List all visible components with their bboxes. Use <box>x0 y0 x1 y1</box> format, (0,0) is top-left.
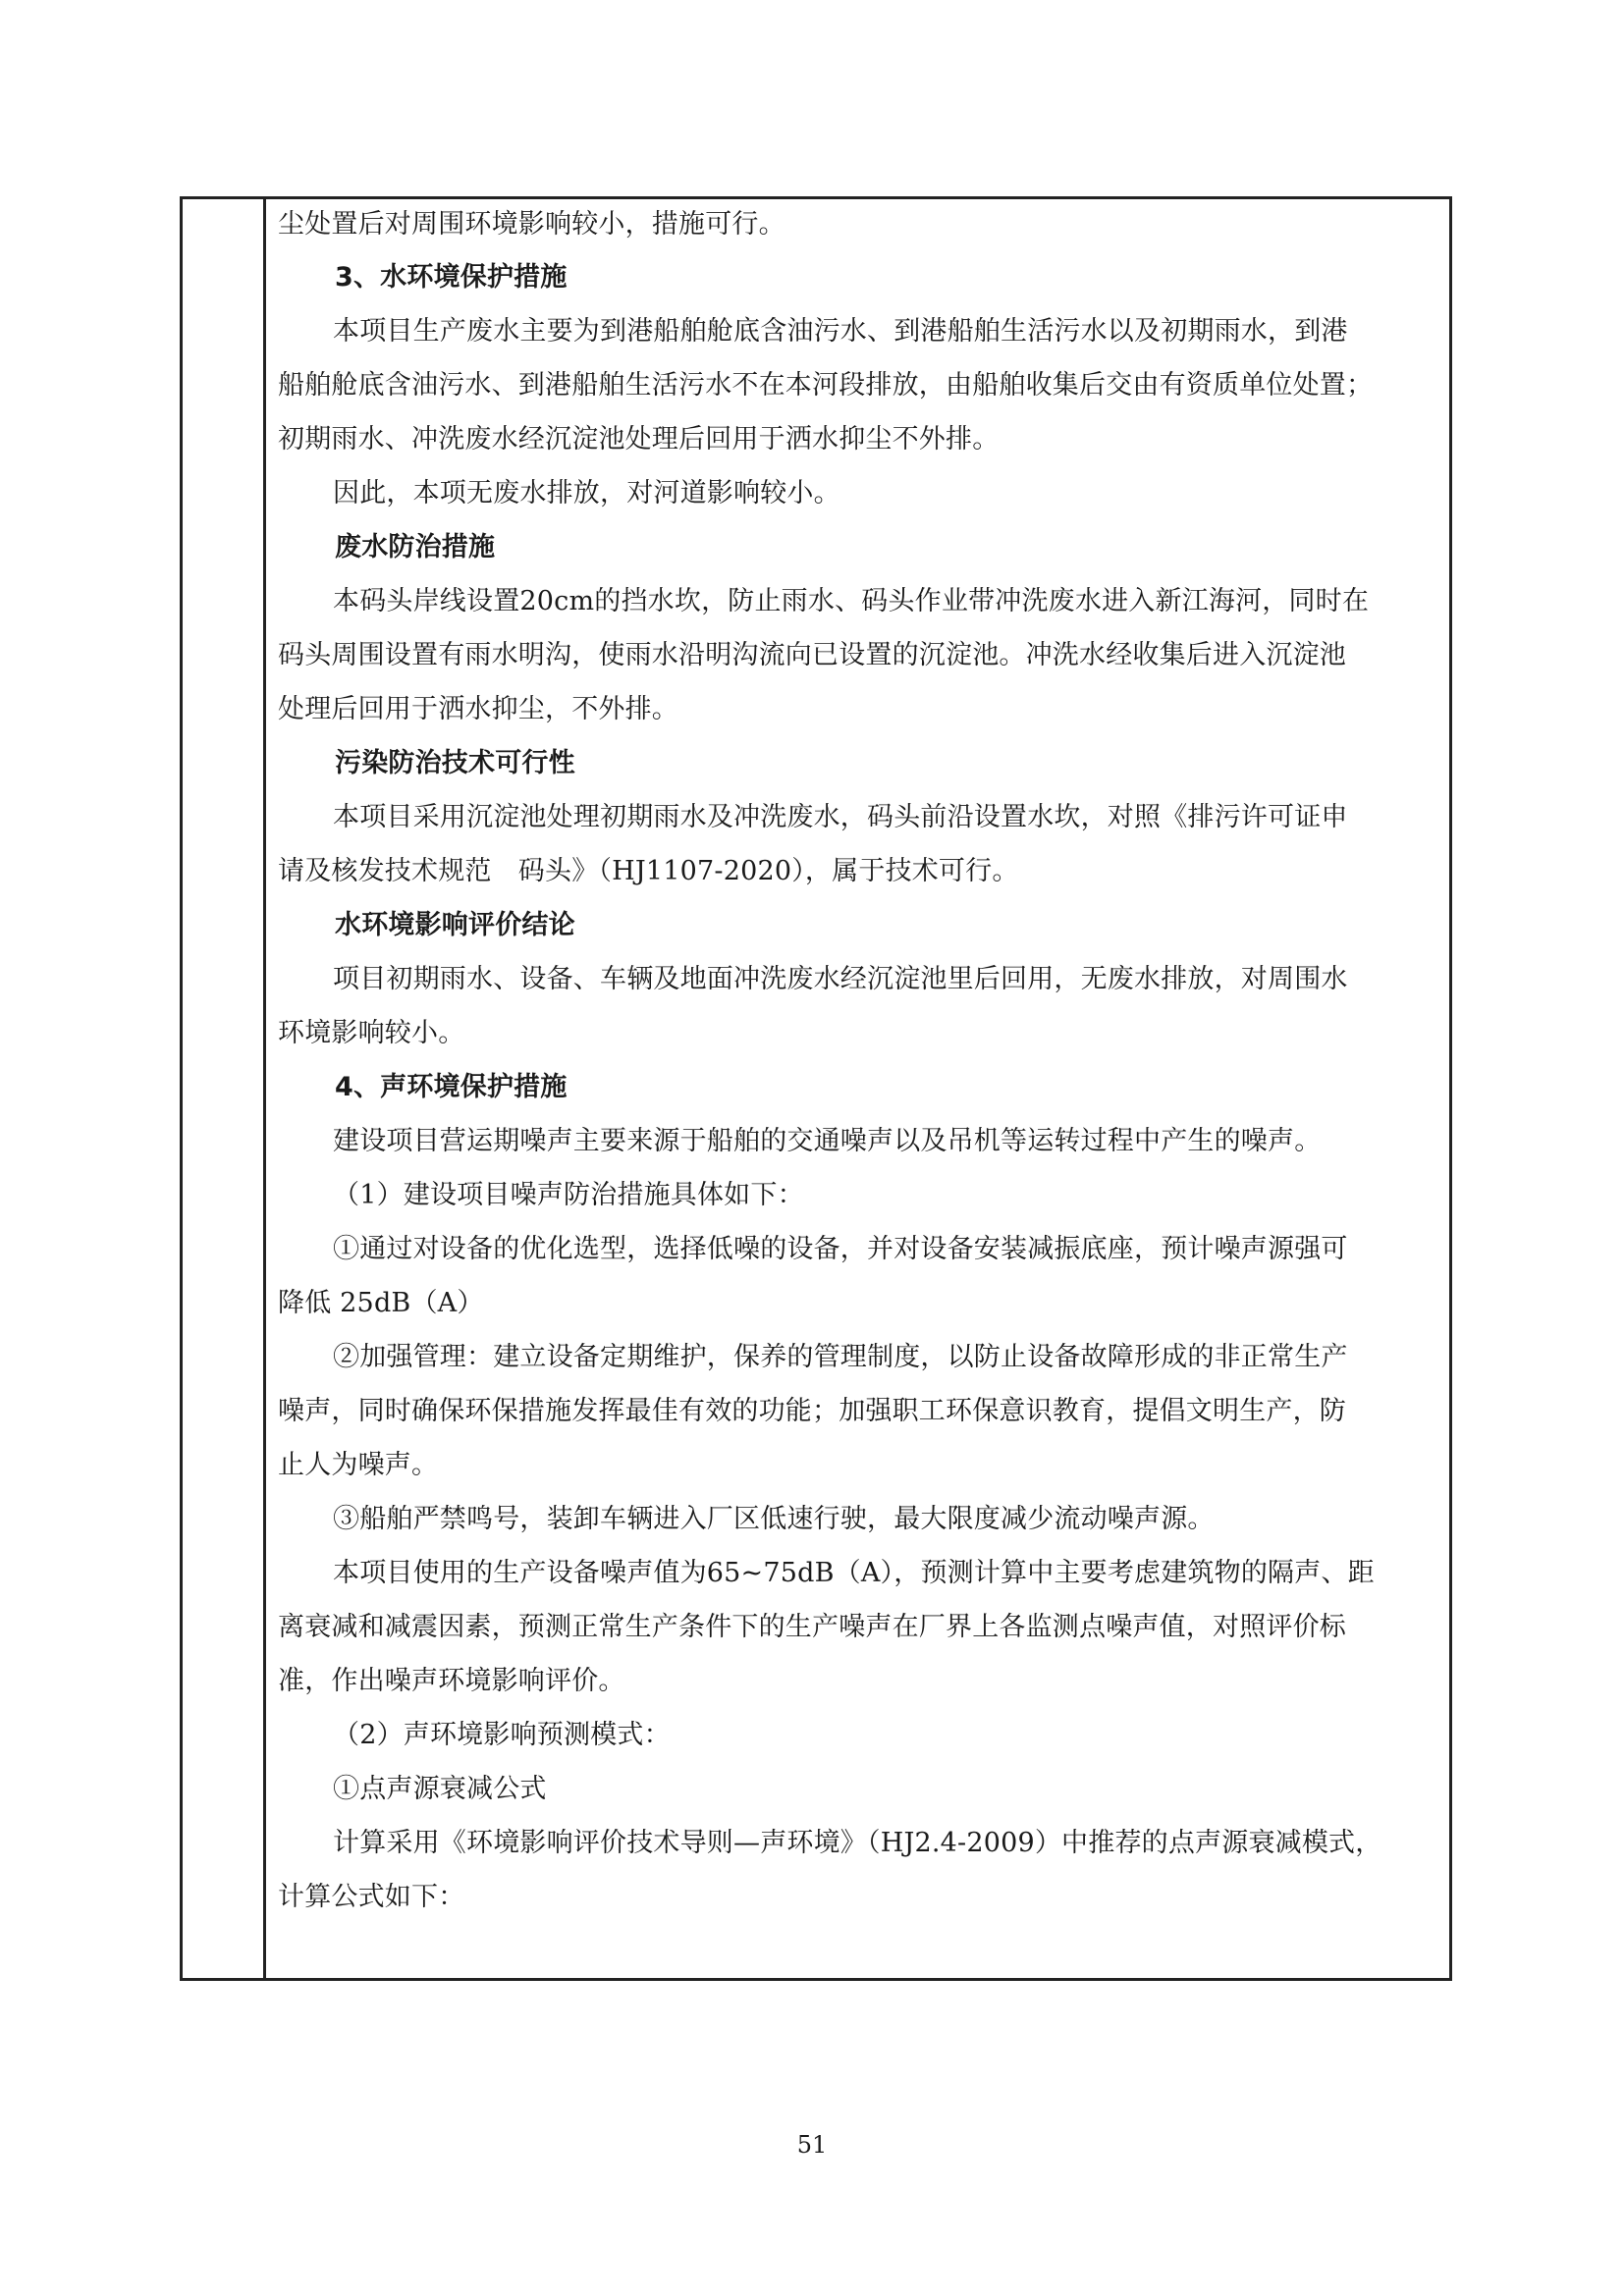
paragraph-line: （1）建设项目噪声防治措施具体如下： <box>333 1180 804 1210</box>
paragraph-line: 初期雨水、冲洗废水经沉淀池处理后回用于洒水抑尘不外排。 <box>278 424 1000 454</box>
paragraph-line: ③船舶严禁鸣号，装卸车辆进入厂区低速行驶，最大限度减少流动噪声源。 <box>333 1504 1215 1534</box>
paragraph-line: 请及核发技术规范 码头》（HJ1107-2020），属于技术可行。 <box>278 856 1019 886</box>
paragraph-line: 止人为噪声。 <box>278 1450 439 1480</box>
content-table <box>180 196 1452 1981</box>
paragraph-line: ②加强管理：建立设备定期维护，保养的管理制度，以防止设备故障形成的非正常生产 <box>333 1342 1348 1372</box>
paragraph-line: 本项目采用沉淀池处理初期雨水及冲洗废水，码头前沿设置水坎，对照《排污许可证申 <box>333 802 1348 832</box>
paragraph-line: 因此，本项无废水排放，对河道影响较小。 <box>333 478 840 508</box>
paragraph-line: 本项目生产废水主要为到港船舶舱底含油污水、到港船舶生活污水以及初期雨水，到港 <box>333 316 1348 347</box>
paragraph-line: 处理后回用于洒水抑尘，不外排。 <box>278 694 678 724</box>
paragraph-line: 噪声，同时确保环保措施发挥最佳有效的功能；加强职工环保意识教育，提倡文明生产，防 <box>278 1396 1346 1426</box>
subsection-heading: 废水防治措施 <box>335 532 496 562</box>
section-heading: 4、声环境保护措施 <box>335 1072 568 1102</box>
paragraph-line: 计算公式如下： <box>278 1882 465 1912</box>
paragraph-line: 码头周围设置有雨水明沟，使雨水沿明沟流向已设置的沉淀池。冲洗水经收集后进入沉淀池 <box>278 640 1346 670</box>
paragraph-line: 船舶舱底含油污水、到港船舶生活污水不在本河段排放，由船舶收集后交由有资质单位处置； <box>278 370 1374 400</box>
paragraph-line: 准，作出噪声环境影响评价。 <box>278 1666 625 1696</box>
text-line: 尘处置后对周围环境影响较小，措施可行。 <box>278 209 785 240</box>
paragraph-line: 本码头岸线设置20cm的挡水坎，防止雨水、码头作业带冲洗废水进入新江海河，同时在 <box>333 586 1370 616</box>
column-divider <box>263 199 266 1978</box>
paragraph-line: ①通过对设备的优化选型，选择低噪的设备，并对设备安装减振底座，预计噪声源强可 <box>333 1234 1348 1264</box>
paragraph-line: ①点声源衰减公式 <box>333 1774 547 1804</box>
paragraph-line: 环境影响较小。 <box>278 1018 465 1048</box>
section-heading: 3、水环境保护措施 <box>335 262 568 293</box>
subsection-heading: 污染防治技术可行性 <box>335 748 575 778</box>
paragraph-line: 项目初期雨水、设备、车辆及地面冲洗废水经沉淀池里后回用，无废水排放，对周围水 <box>333 964 1348 994</box>
paragraph-line: 建设项目营运期噪声主要来源于船舶的交通噪声以及吊机等运转过程中产生的噪声。 <box>333 1126 1322 1156</box>
paragraph-line: （2）声环境影响预测模式： <box>333 1720 671 1750</box>
subsection-heading: 水环境影响评价结论 <box>335 910 575 940</box>
paragraph-line: 离衰减和减震因素，预测正常生产条件下的生产噪声在厂界上各监测点噪声值，对照评价标 <box>278 1612 1346 1642</box>
page-number: 51 <box>796 2131 828 2159</box>
paragraph-line: 本项目使用的生产设备噪声值为65~75dB（A），预测计算中主要考虑建筑物的隔声、距 <box>333 1558 1375 1588</box>
paragraph-line: 计算采用《环境影响评价技术导则—声环境》（HJ2.4-2009）中推荐的点声源衰减模式， <box>333 1828 1382 1858</box>
paragraph-line: 降低 25dB（A） <box>278 1288 484 1318</box>
